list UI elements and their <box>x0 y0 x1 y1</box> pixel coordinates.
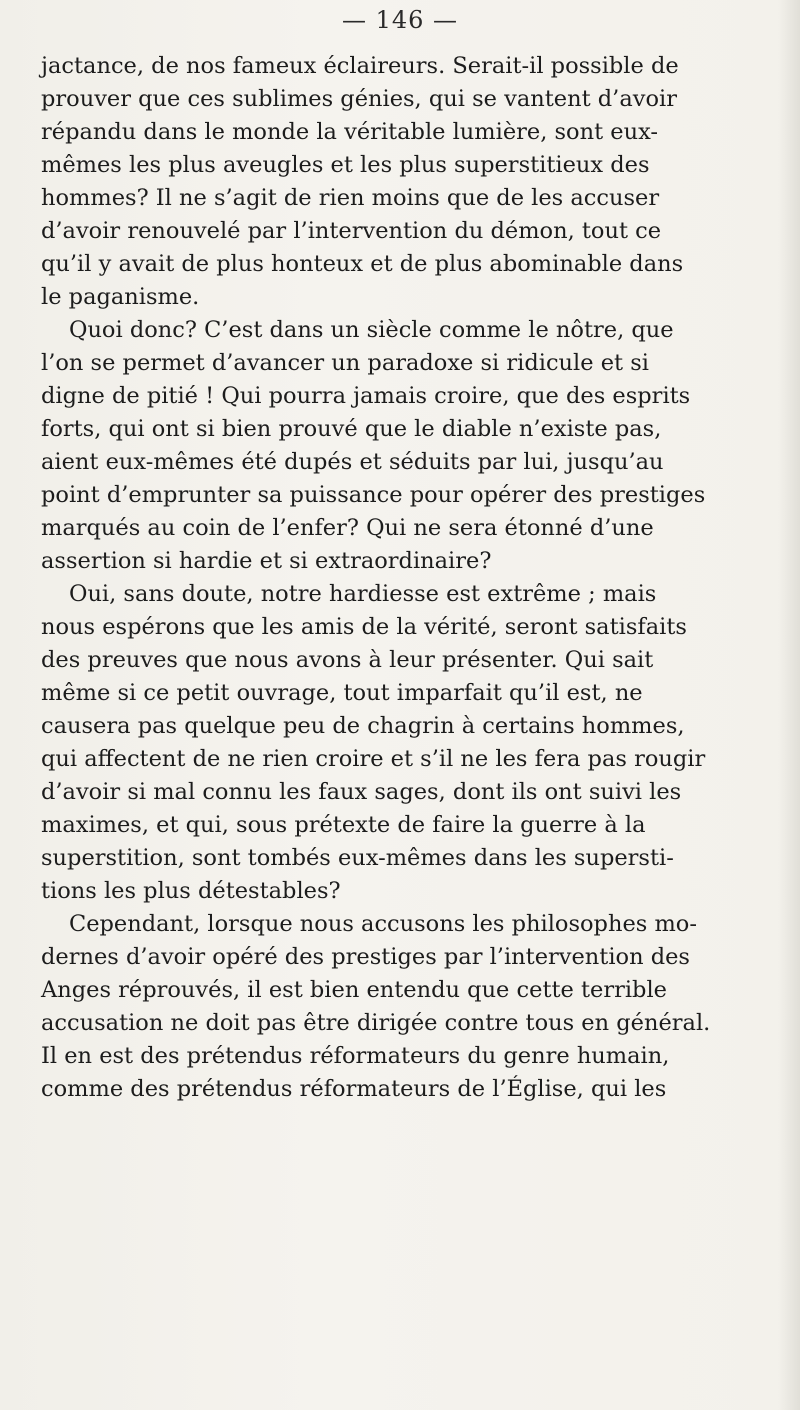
text-line: tions les plus détestables? <box>41 878 341 904</box>
text-line: des preuves que nous avons à leur présenter. Qui sait <box>41 647 654 673</box>
text-line: qui affectent de ne rien croire et s’il ne les fera pas rougir <box>41 746 706 772</box>
text-line: d’avoir renouvelé par l’intervention du démon, tout ce <box>41 218 662 244</box>
text-line: digne de pitié ! Qui pourra jamais croire, que des esprits <box>41 383 691 409</box>
text-line: prouver que ces sublimes génies, qui se vantent d’avoir <box>41 86 677 112</box>
text-line: aient eux-mêmes été dupés et séduits par lui, jusqu’au <box>41 449 664 475</box>
text-line: assertion si hardie et si extraordinaire? <box>41 548 492 574</box>
text-line: l’on se permet d’avancer un paradoxe si ridicule et si <box>41 350 649 376</box>
text-line: Oui, sans doute, notre hardiesse est extrême ; mais <box>69 581 657 607</box>
text-line: même si ce petit ouvrage, tout imparfait qu’il est, ne <box>41 680 643 706</box>
text-line: forts, qui ont si bien prouvé que le diable n’existe pas, <box>41 416 662 442</box>
text-line: répandu dans le monde la véritable lumière, sont eux- <box>41 119 658 145</box>
text-line: qu’il y avait de plus honteux et de plus abominable dans <box>41 251 684 277</box>
text-line: Cependant, lorsque nous accusons les philosophes mo- <box>69 911 697 937</box>
text-line: Il en est des prétendus réformateurs du genre humain, <box>41 1043 670 1069</box>
text-line: marqués au coin de l’enfer? Qui ne sera étonné d’une <box>41 515 654 541</box>
text-line: superstition, sont tombés eux-mêmes dans les supersti- <box>41 845 674 871</box>
text-line: hommes? Il ne s’agit de rien moins que de les accuser <box>41 185 660 211</box>
text-line: dernes d’avoir opéré des prestiges par l’intervention des <box>41 944 690 970</box>
text-line: d’avoir si mal connu les faux sages, dont ils ont suivi les <box>41 779 682 805</box>
text-line: Quoi donc? C’est dans un siècle comme le nôtre, que <box>69 317 674 343</box>
page-number-header: — 146 — <box>341 6 459 34</box>
text-line: causera pas quelque peu de chagrin à certains hommes, <box>41 713 685 739</box>
text-line: nous espérons que les amis de la vérité, seront satisfaits <box>41 614 687 640</box>
body-text <box>41 50 781 1106</box>
text-line: le paganisme. <box>41 284 200 310</box>
text-line: jactance, de nos fameux éclaireurs. Serait-il possible de <box>41 53 679 79</box>
text-line: Anges réprouvés, il est bien entendu que cette terrible <box>41 977 667 1003</box>
text-line: accusation ne doit pas être dirigée contre tous en général. <box>41 1010 711 1036</box>
text-line: maximes, et qui, sous prétexte de faire la guerre à la <box>41 812 646 838</box>
page-edge-shadow <box>778 0 800 1410</box>
text-line: mêmes les plus aveugles et les plus superstitieux des <box>41 152 650 178</box>
text-line: comme des prétendus réformateurs de l’Église, qui les <box>41 1076 667 1102</box>
text-line: point d’emprunter sa puissance pour opérer des prestiges <box>41 482 706 508</box>
